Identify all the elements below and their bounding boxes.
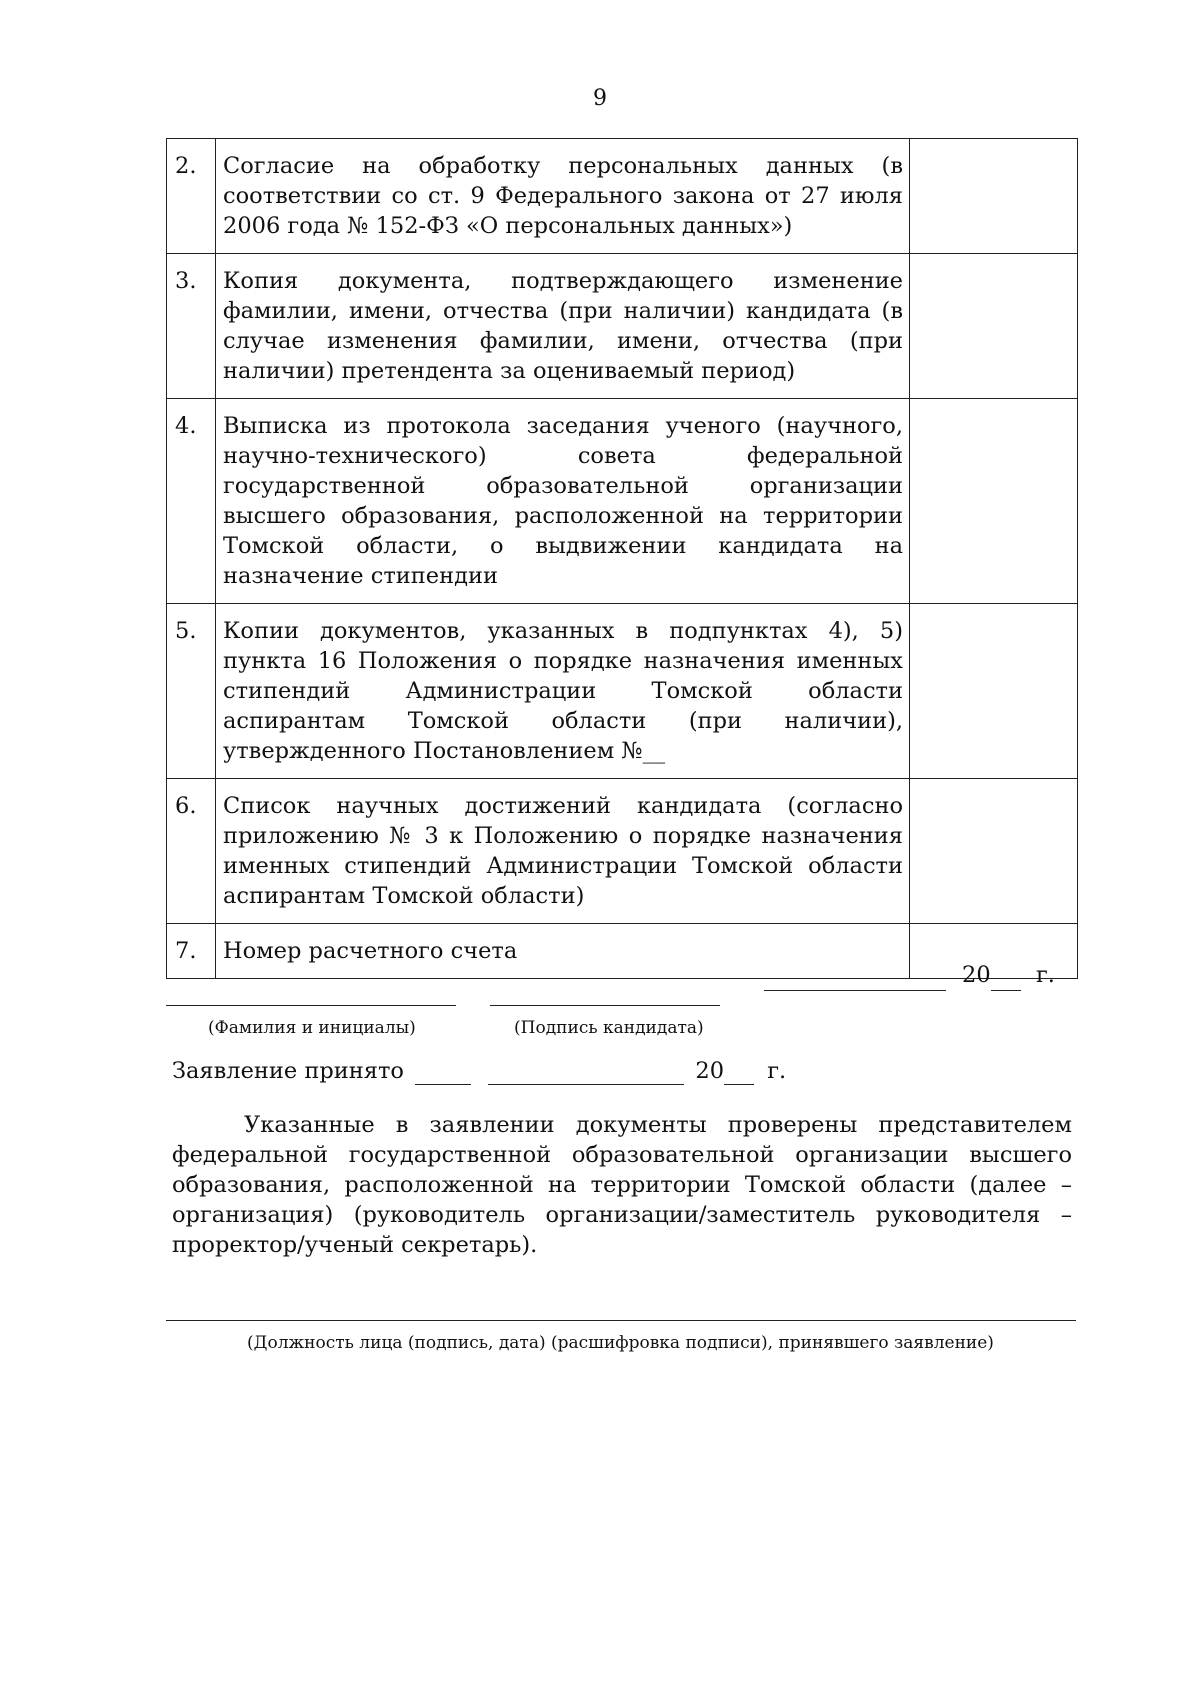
row-number: 2. xyxy=(167,139,216,254)
row-number: 3. xyxy=(167,254,216,399)
date-year-suffix: г. xyxy=(1036,962,1055,988)
accepted-day-blank[interactable] xyxy=(415,1058,471,1085)
documents-table xyxy=(166,138,1078,979)
row-text: Согласие на обработку персональных данных (в соответствии со ст. 9 Федерального закона от 27 июля 2006 года № 152-ФЗ «О персональных данных») xyxy=(216,139,910,254)
accepted-year-blank[interactable] xyxy=(724,1058,754,1085)
row-number: 7. xyxy=(167,924,216,979)
accepted-month-blank[interactable] xyxy=(488,1058,684,1085)
row-text: Копии документов, указанных в подпунктах 4), 5) пункта 16 Положения о порядке назначения именных стипендий Администрации Томской области аспирантам Томской области (при наличии), утвержденного Постановлением №__ xyxy=(216,604,910,779)
row-mark-cell[interactable] xyxy=(910,779,1078,924)
row-mark-cell[interactable] xyxy=(910,139,1078,254)
row-text: Список научных достижений кандидата (согласно приложению № 3 к Положению о порядке назначения именных стипендий Администрации Томской области аспирантам Томской области) xyxy=(216,779,910,924)
row-text: Номер расчетного счета xyxy=(216,924,910,979)
table-row xyxy=(167,604,1078,779)
row-mark-cell[interactable] xyxy=(910,399,1078,604)
date-year-line[interactable] xyxy=(991,990,1021,991)
table-row xyxy=(167,399,1078,604)
official-signature-line[interactable] xyxy=(166,1320,1076,1321)
table-row xyxy=(167,779,1078,924)
table-row xyxy=(167,254,1078,399)
signature-caption: (Подпись кандидата) xyxy=(514,1018,704,1038)
page-number: 9 xyxy=(593,86,607,111)
row-number: 6. xyxy=(167,779,216,924)
table-row xyxy=(167,924,1078,979)
date-year-prefix: 20 xyxy=(962,962,991,988)
row-text: Выписка из протокола заседания ученого (научного, научно-технического) совета федеральной государственной образовательной организации высшего образования, расположенной на территории Томской области, о выдвижении кандидата на назначение стипендии xyxy=(216,399,910,604)
candidate-signature-line[interactable] xyxy=(490,1005,720,1006)
accepted-year-prefix: 20 xyxy=(695,1058,725,1084)
row-number: 4. xyxy=(167,399,216,604)
row-mark-cell[interactable] xyxy=(910,604,1078,779)
date-day-month-line[interactable] xyxy=(764,990,946,991)
row-mark-cell[interactable] xyxy=(910,254,1078,399)
name-signature-line[interactable] xyxy=(166,1005,456,1006)
name-caption: (Фамилия и инициалы) xyxy=(208,1018,416,1038)
accepted-year-suffix: г. xyxy=(767,1058,787,1084)
official-caption: (Должность лица (подпись, дата) (расшифровка подписи), принявшего заявление) xyxy=(247,1333,994,1353)
row-text: Копия документа, подтверждающего изменение фамилии, имени, отчества (при наличии) кандидата (в случае изменения фамилии, имени, отчества (при наличии) претендента за оцениваемый период) xyxy=(216,254,910,399)
verification-paragraph: Указанные в заявлении документы проверены представителем федеральной государственной образовательной организации высшего образования, расположенной на территории Томской области (далее – организация) (руководитель организации/заместитель руководителя – проректор/ученый секретарь). xyxy=(172,1112,1072,1258)
application-accepted-line xyxy=(172,1058,786,1085)
row-number: 5. xyxy=(167,604,216,779)
table-row xyxy=(167,139,1078,254)
accepted-label: Заявление принято xyxy=(172,1058,404,1084)
